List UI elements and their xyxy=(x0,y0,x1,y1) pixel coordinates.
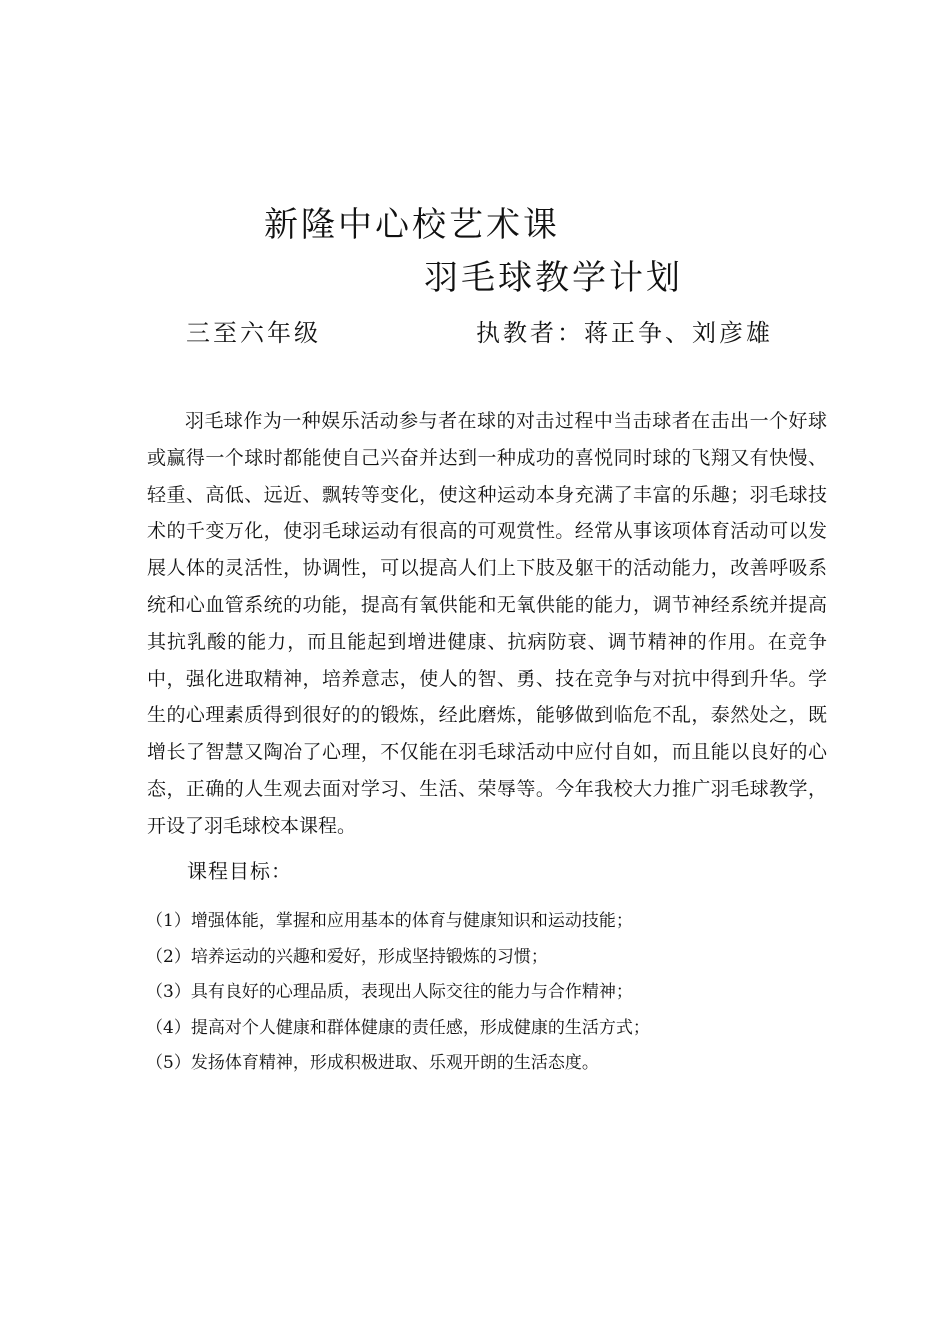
document-title-line-2: 羽毛球教学计划 xyxy=(424,258,683,298)
goals-heading: 课程目标： xyxy=(187,859,292,883)
goal-item: （4）提高对个人健康和群体健康的责任感，形成健康的生活方式； xyxy=(146,1017,650,1038)
teacher-label: 执教者：蒋正争、刘彦雄 xyxy=(476,319,773,347)
goal-item: （5）发扬体育精神，形成积极进取、乐观开朗的生活态度。 xyxy=(146,1053,599,1073)
goals-list xyxy=(146,904,846,1082)
goal-item: （1）增强体能，掌握和应用基本的体育与健康知识和运动技能； xyxy=(146,911,633,931)
grade-label: 三至六年级 xyxy=(186,319,321,347)
goal-item: （2）培养运动的兴趣和爱好，形成坚持锻炼的习惯； xyxy=(146,946,548,967)
goal-item: （3）具有良好的心理品质，表现出人际交往的能力与合作精神； xyxy=(146,982,633,1002)
document-title-line-1: 新隆中心校艺术课 xyxy=(264,205,560,245)
intro-paragraph: 羽毛球作为一种娱乐活动参与者在球的对击过程中当击球者在击出一个好球或赢得一个球时都能使自己兴奋并达到一种成功的喜悦同时球的飞翔又有快慢、轻重、高低、远近、飘转等变化，使这种运动本身充满了丰富的乐趣；羽毛球技术的千变万化，使羽毛球运动有很高的可观赏性。经常从事该项体育活动可以发展人体的灵活性，协调性，可以提高人们上下肢及躯干的活动能力，改善呼吸系统和心血管系统的功能，提高有氧供能和无氧供能的能力，调节神经系统并提高其抗乳酸的能力，而且能起到增进健康、抗病防衰、调节精神的作用。在竞争中，强化进取精神，培养意志，使人的智、勇、技在竞争与对抗中得到升华。学生的心理素质得到很好的的锻炼，经此磨炼，能够做到临危不乱，泰然处之，既增长了智慧又陶冶了心理，不仅能在羽毛球活动中应付自如，而且能以良好的心态，正确的人生观去面对学习、生活、荣辱等。今年我校大力推广羽毛球教学，开设了羽毛球校本课程。 xyxy=(147,410,827,837)
